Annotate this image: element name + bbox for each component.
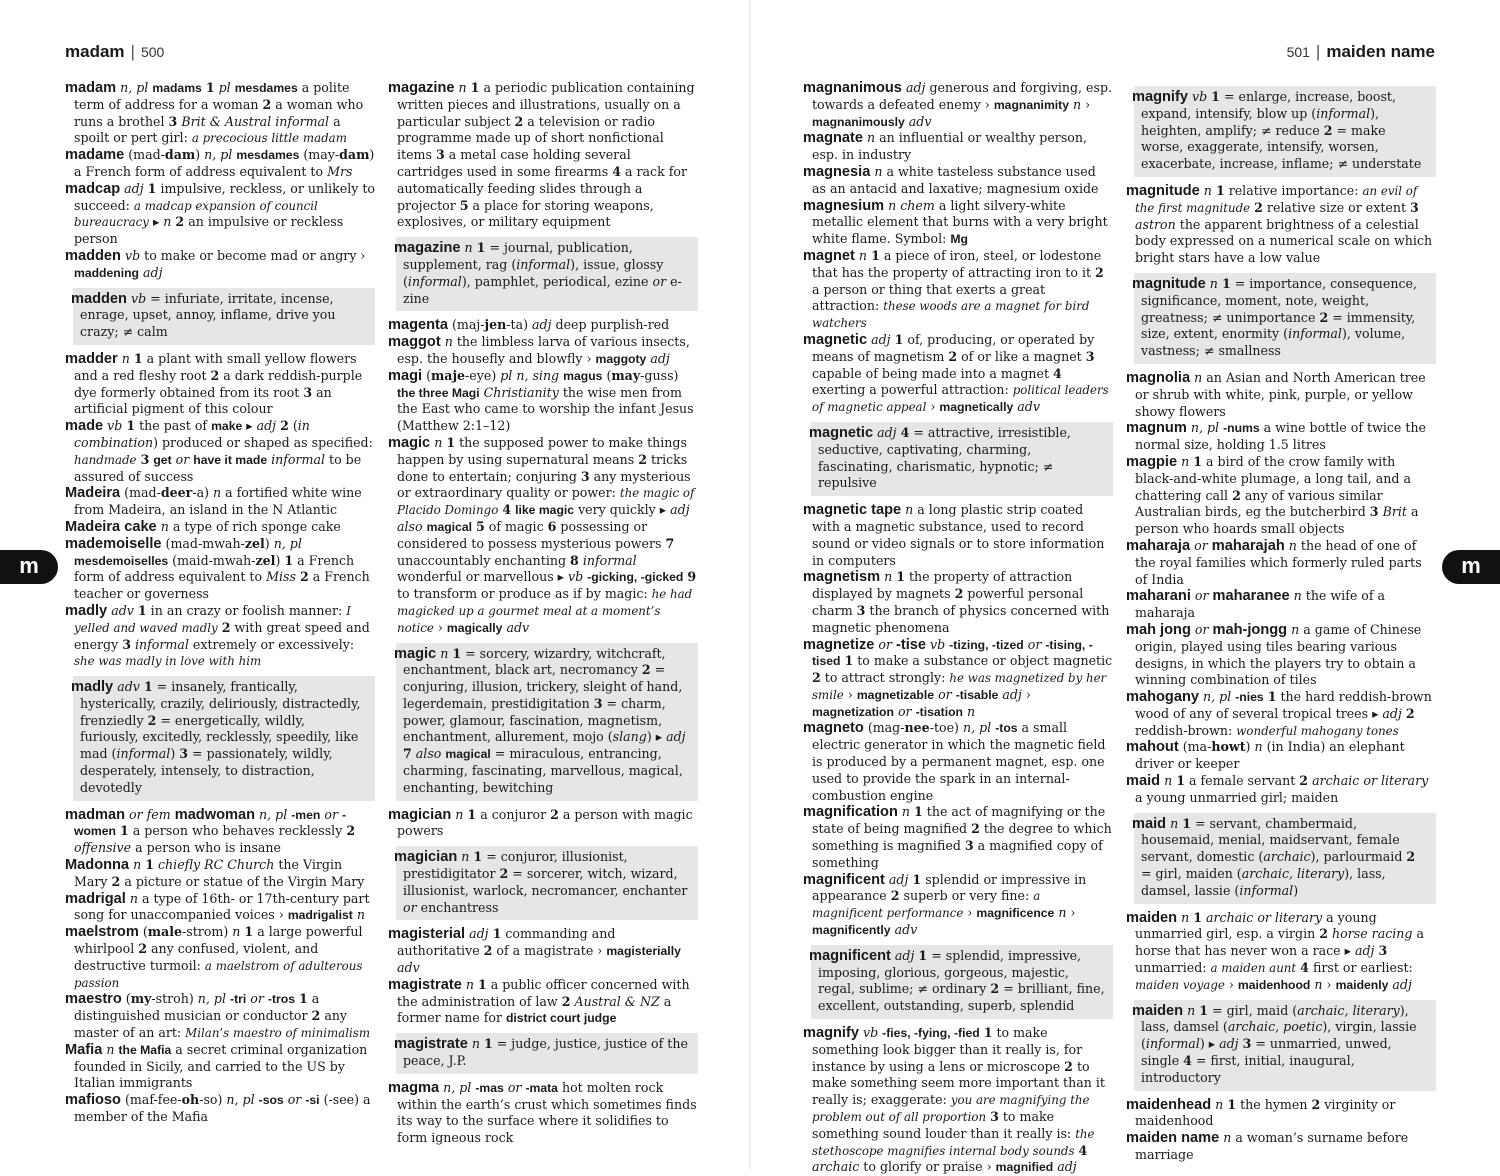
left-guide-word: madam xyxy=(65,42,125,61)
dictionary-entry: magnanimous adj generous and forgiving, esp. towards a defeated enemy › magnanimity n › magnanimously adv xyxy=(803,80,1113,129)
dictionary-entry: mafioso (maf-fee-oh-so) n, pl -sos or -si (-see) a member of the Mafia xyxy=(65,1092,371,1125)
dictionary-entry: magician n 1 a conjuror 2 a person with magic powers xyxy=(388,806,693,839)
thesaurus-box: maid n 1 = servant, chambermaid, housemaid, menial, maidservant, female servant, domestic (archaic), parlourmaid 2 = girl, maiden (archaic, literary), lass, damsel, lassie (informal) xyxy=(1134,813,1436,904)
dictionary-entry: maid n 1 a female servant 2 archaic or literary a young unmarried girl; maiden xyxy=(1126,773,1429,805)
thesaurus-box: magician n 1 = conjuror, illusionist, prestidigitator 2 = sorcerer, witch, wizard, illusionist, warlock, necromancer, enchanter or enchantress xyxy=(396,846,698,920)
right-thumb-index-tab: m xyxy=(1442,550,1500,584)
thesaurus-box: madly adv 1 = insanely, frantically, hysterically, crazily, deliriously, distractedly, frenziedly 2 = energetically, wildly, furiously, excitedly, recklessly, speedily, like mad (informal) 3 = passionately, wildly, desperately, intensely, to distraction, devotedly xyxy=(73,676,375,801)
dictionary-entry: mademoiselle (mad-mwah-zel) n, pl mesdemoiselles (maid-mwah-zel) 1 a French form of address equivalent to Miss 2 a French teacher or governess xyxy=(65,535,370,602)
dictionary-entry: magistrate n 1 a public officer concerned with the administration of law 2 Austral & NZ a former name for district court judge xyxy=(388,976,690,1026)
dictionary-entry: maestro (my-stroh) n, pl -tri or -tros 1 a distinguished musician or conductor 2 any master of an art: Milan’s maestro of minimalism xyxy=(65,991,371,1041)
dictionary-entry: magic n 1 the supposed power to make things happen by using supernatural means 2 tricks done to entertain; conjuring 3 any mysterious or extraordinary quality or power: the magic of Placido Domingo 4 like magic very quickly ▸ adj also magical 5 of magic 6 possessing or considered to possess mysterious powers 7 unaccountably enchanting 8 informal wonderful or marvellous ▸ vb -gicking, -gicked 9 to transform or produce as if by magic: he had magicked up a gourmet meal at a moment’s notice › magically adv xyxy=(388,434,697,635)
dictionary-entry: magnitude n 1 relative importance: an evil of the first magnitude 2 relative size or extent 3 astron the apparent brightness of a celestial body expressed on a numerical scale on which bright stars have a low value xyxy=(1126,182,1433,266)
dictionary-entry: Madeira (mad-deer-a) n a fortified white wine from Madeira, an island in the N Atlantic xyxy=(65,485,362,518)
dictionary-entry: mah jong or mah-jongg n a game of Chinese origin, played using tiles bearing various designs, in which the players try to obtain a winning combination of tiles xyxy=(1126,621,1422,688)
left-page xyxy=(0,0,750,1169)
left-column-2 xyxy=(388,80,698,1147)
dictionary-entry: magi (maje-eye) pl n, sing magus (may-guss) the three Magi Christianity the wise men from the East who came to worship the infant Jesus (Matthew 2:1–12) xyxy=(388,367,694,434)
dictionary-entry: magpie n 1 a bird of the crow family with black-and-white plumage, a long tail, and a chattering call 2 any of various similar Australian birds, eg the butcherbird 3 Brit a person who hoards small objects xyxy=(1126,453,1419,537)
right-column-1 xyxy=(803,80,1113,1176)
left-thumb-index-tab: m xyxy=(0,550,58,584)
thesaurus-box: magazine n 1 = journal, publication, supplement, rag (informal), issue, glossy (informal), pamphlet, periodical, ezine or e-zine xyxy=(396,237,698,311)
dictionary-entry: maggot n the limbless larva of various insects, esp. the housefly and blowfly › maggoty adj xyxy=(388,334,690,366)
dictionary-entry: made vb 1 the past of make ▸ adj 2 (in combination) produced or shaped as specified: handmade 3 get or have it made informal to be assured of success xyxy=(65,418,373,484)
left-page-number: 500 xyxy=(140,44,165,60)
dictionary-entry: maharaja or maharajah n the head of one of the royal families which formerly ruled parts of India xyxy=(1126,537,1422,587)
dictionary-entry: mahout (ma-howt) n (in India) an elephant driver or keeper xyxy=(1126,739,1405,772)
dictionary-entry: magnesium n chem a light silvery-white metallic element that burns with a very bright white flame. Symbol: Mg xyxy=(803,197,1108,247)
dictionary-entry: Mafia n the Mafia a secret criminal organization founded in Sicily, and carried to the US by Italian immigrants xyxy=(65,1041,368,1091)
right-column-2 xyxy=(1126,80,1436,1164)
dictionary-entry: madcap adj 1 impulsive, reckless, or unlikely to succeed: a madcap expansion of council bureaucracy ▸ n 2 an impulsive or reckless person xyxy=(65,180,376,247)
dictionary-entry: magnet n 1 a piece of iron, steel, or lodestone that has the property of attracting iron to it 2 a person or thing that exerts a great attraction: these woods are a magnet for bird watchers xyxy=(803,247,1104,331)
dictionary-entry: magnetize or -tise vb -tizing, -tized or -tising, -tised 1 to make a substance or object magnetic 2 to attract strongly: he was magnetized by her smile › magnetizable or -tisable adj › magnetization or -tisation n xyxy=(803,636,1113,719)
dictionary-entry: madman or fem madwoman n, pl -men or -women 1 a person who behaves recklessly 2 offensive a person who is insane xyxy=(65,806,356,856)
thesaurus-box: maiden n 1 = girl, maid (archaic, literary), lass, damsel (archaic, poetic), virgin, lassie (informal) ▸ adj 3 = unmarried, unwed, single 4 = first, initial, inaugural, introductory xyxy=(1134,1000,1436,1091)
dictionary-entry: Madeira cake n a type of rich sponge cake xyxy=(65,518,341,535)
dictionary-entry: mahogany n, pl -nies 1 the hard reddish-brown wood of any of several tropical trees ▸ adj 2 reddish-brown: wonderful mahogany tones xyxy=(1126,689,1432,738)
dictionary-entry: madrigal n a type of 16th- or 17th-century part song for unaccompanied voices › madrigalist n xyxy=(65,890,370,923)
dictionary-entry: madden vb to make or become mad or angry › maddening adj xyxy=(65,247,366,280)
right-page xyxy=(750,0,1500,1175)
right-header-separator: | xyxy=(1315,42,1321,61)
left-header-separator: | xyxy=(130,42,135,61)
dictionary-entry: magma n, pl -mas or -mata hot molten rock within the earth’s crust which sometimes finds its way to the surface where it solidifies to form igneous rock xyxy=(388,1079,697,1146)
dictionary-entry: madly adv 1 in an crazy or foolish manner: I yelled and waved madly 2 with great speed and energy 3 informal extremely or excessively: she was madly in love with him xyxy=(65,602,370,669)
thesaurus-box: magnetic adj 4 = attractive, irresistible, seductive, captivating, charming, fascinating, charismatic, hypnotic; ≠ repulsive xyxy=(811,422,1113,496)
thesaurus-box: madden vb = infuriate, irritate, incense, enrage, upset, annoy, inflame, drive you crazy; ≠ calm xyxy=(73,288,375,345)
dictionary-entry: magnetism n 1 the property of attraction displayed by magnets 2 powerful personal charm 3 the branch of physics concerned with magnetic phenomena xyxy=(803,569,1110,635)
right-running-head xyxy=(1287,42,1435,62)
thesaurus-box: magic n 1 = sorcery, wizardry, witchcraft, enchantment, black art, necromancy 2 = conjuring, illusion, trickery, sleight of hand, legerdemain, prestidigitation 3 = charm, power, glamour, fascination, magnetism, enchantment, allurement, mojo (slang) ▸ adj 7 also magical = miraculous, entrancing, charming, fascinating, marvellous, magical, enchanting, bewitching xyxy=(396,643,698,801)
right-page-number: 501 xyxy=(1286,44,1310,60)
dictionary-entry: madder n 1 a plant with small yellow flowers and a red fleshy root 2 a dark reddish-purple dye formerly obtained from its root 3 an artificial pigment of this colour xyxy=(65,350,363,417)
thesaurus-box: magistrate n 1 = judge, justice, justice of the peace, J.P. xyxy=(396,1033,698,1074)
dictionary-entry: magenta (maj-jen-ta) adj deep purplish-red xyxy=(388,317,670,334)
dictionary-entry: magazine n 1 a periodic publication containing written pieces and illustrations, usually on a particular subject 2 a television or radio programme made up of short nonfictional items 3 a metal case holding several cartridges used in some firearms 4 a rack for automatically feeding slides through a projector 5 a place for storing weapons, explosives, or military equipment xyxy=(388,80,695,230)
left-running-head xyxy=(65,42,164,62)
dictionary-entry: magneto (mag-nee-toe) n, pl -tos a small electric generator in which the magnetic field is produced by a permanent magnet, esp. one used to provide the spark in an internal-combustion engine xyxy=(803,720,1106,803)
dictionary-entry: maidenhead n 1 the hymen 2 virginity or maidenhood xyxy=(1126,1096,1396,1129)
dictionary-entry: Madonna n 1 chiefly RC Church the Virgin Mary 2 a picture or statue of the Virgin Mary xyxy=(65,857,365,889)
dictionary-entry: magnify vb -fies, -fying, -fied 1 to make something look bigger than it really is, for instance by using a lens or microscope 2 to make something seem more important than it really is; exaggerate: you are magnifying the problem out of all proportion 3 to make something sound louder than it really is: the stethoscope magnifies internal body sounds 4 archaic to glorify or praise › magnified adj xyxy=(803,1025,1105,1175)
dictionary-entry: madame (mad-dam) n, pl mesdames (may-dam) a French form of address equivalent to Mrs xyxy=(65,147,375,179)
dictionary-entry: maelstrom (male-strom) n 1 a large powerful whirlpool 2 any confused, violent, and destructive turmoil: a maelstrom of adulterous passion xyxy=(65,924,363,990)
dictionary-entry: magnum n, pl -nums a wine bottle of twice the normal size, holding 1.5 litres xyxy=(1126,420,1427,453)
right-guide-word: maiden name xyxy=(1326,42,1435,61)
dictionary-entry: magisterial adj 1 commanding and authoritative 2 of a magistrate › magisterially adv xyxy=(388,926,681,976)
dictionary-entry: magnate n an influential or wealthy person, esp. in industry xyxy=(803,130,1087,163)
thesaurus-box: magnify vb 1 = enlarge, increase, boost, expand, intensify, blow up (informal), heighten, amplify; ≠ reduce 2 = make worse, exaggerate, intensify, worsen, exacerbate, increase, inflame; ≠ understate xyxy=(1134,86,1436,177)
dictionary-entry: magnolia n an Asian and North American tree or shrub with white, pink, purple, or yellow showy flowers xyxy=(1126,369,1426,419)
dictionary-entry: magnification n 1 the act of magnifying or the state of being magnified 2 the degree to which something is magnified 3 a magnified copy of something xyxy=(803,804,1112,870)
thesaurus-box: magnificent adj 1 = splendid, impressive, imposing, glorious, gorgeous, majestic, regal, sublime; ≠ ordinary 2 = brilliant, fine, excellent, outstanding, superb, splendid xyxy=(811,945,1113,1019)
dictionary-entry: maiden n 1 archaic or literary a young unmarried girl, esp. a virgin 2 horse racing a horse that has never won a race ▸ adj 3 unmarried: a maiden aunt 4 first or earliest: maiden voyage › maidenhood n › maidenly adj xyxy=(1126,909,1424,992)
dictionary-entry: maiden name n a woman’s surname before marriage xyxy=(1126,1130,1409,1163)
thesaurus-box: magnitude n 1 = importance, consequence, significance, moment, note, weight, greatness; ≠ unimportance 2 = immensity, size, extent, enormity (informal), volume, vastness; ≠ smallness xyxy=(1134,273,1436,364)
dictionary-entry: magnesia n a white tasteless substance used as an antacid and laxative; magnesium oxide xyxy=(803,163,1099,196)
dictionary-entry: maharani or maharanee n the wife of a maharaja xyxy=(1126,588,1386,621)
dictionary-entry: madam n, pl madams 1 pl mesdames a polite term of address for a woman 2 a woman who runs a brothel 3 Brit & Austral informal a spoilt or pert girl: a precocious little madam xyxy=(65,80,364,146)
dictionary-entry: magnificent adj 1 splendid or impressive in appearance 2 superb or very fine: a magnificent performance › magnificence n › magnificently adv xyxy=(803,871,1087,938)
dictionary-entry: magnetic tape n a long plastic strip coated with a magnetic substance, used to record sound or video signals or to store information in computers xyxy=(803,502,1105,568)
dictionary-entry: magnetic adj 1 of, producing, or operated by means of magnetism 2 of or like a magnet 3 capable of being made into a magnet 4 exerting a powerful attraction: political leaders of magnetic appeal › magnetically adv xyxy=(803,331,1109,415)
left-column-1 xyxy=(65,80,375,1126)
